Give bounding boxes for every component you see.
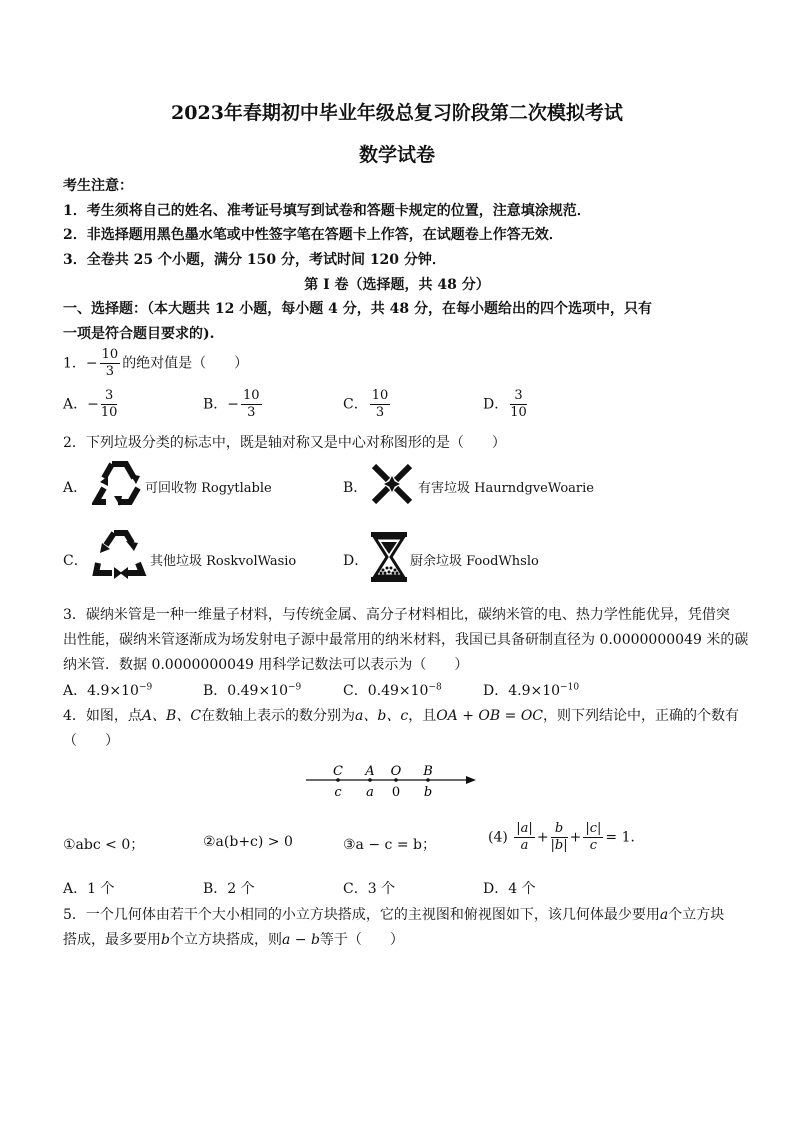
q1-option-c-numerator: 10 <box>371 388 389 403</box>
q2-option-c-caption: 其他垃圾 RoskvolWasio <box>150 554 297 569</box>
q1-option-a-numerator: 3 <box>101 388 118 405</box>
q2-option-b-caption: 有害垃圾 HaurndgveWoarie <box>418 481 594 496</box>
q1-option-c-denominator: 3 <box>375 405 385 420</box>
question-5-line2 <box>63 929 404 949</box>
q1-option-d-denominator: 10 <box>510 405 527 420</box>
q4-points: A、B、C <box>141 708 202 724</box>
page-title: 2023年春期初中毕业年级总复习阶段第二次模拟考试 <box>171 102 623 124</box>
value-label-o: 0 <box>391 785 401 800</box>
notice-heading: 考生注意： <box>63 178 133 194</box>
q1-option-a-denominator: 10 <box>100 405 118 420</box>
q2-option-b-label: B． <box>343 480 368 496</box>
q4-s4-frac3-numerator: |c| <box>585 821 602 836</box>
q4-statement-2: ②a(b+c) > 0 <box>203 834 293 850</box>
q4-s4-frac2-denominator: |b| <box>550 838 568 853</box>
q4-equation: OA + OB = OC <box>436 708 544 724</box>
food-waste-icon <box>369 530 409 584</box>
q3-option-d-exponent: −10 <box>560 682 580 693</box>
question-4-line1 <box>63 705 739 725</box>
value-label-a: a <box>366 785 374 800</box>
q4-values: a、b、c <box>355 708 409 724</box>
section-heading-line1: 一、选择题：（本大题共 12 小题，每小题 4 分，共 48 分，在每小题给出的四个选项中，只有 <box>63 301 652 317</box>
q2-option-c-label: C． <box>63 553 88 569</box>
q1-option-d-numerator: 3 <box>510 388 527 405</box>
q5-var-b: b <box>161 932 170 948</box>
q1-option-c-label: C． <box>343 396 368 413</box>
q3-option-c-base: 0.49×10 <box>367 683 429 699</box>
q4-s4-frac1-denominator: a <box>520 838 529 853</box>
q4-text-e: ，且 <box>408 708 437 724</box>
q1-option-b <box>203 388 264 421</box>
question-3-line2: 出性能，碳纳米管逐渐成为场发射电子源中最常用的纳米材料，我国已具备研制直径为 0.0000000049 米的碳 <box>63 632 749 648</box>
q1-frac-denominator: 3 <box>105 364 115 379</box>
question-5-line1 <box>63 904 724 924</box>
part1-title: 第 I 卷（选择题，共 48 分） <box>304 277 490 293</box>
q4-option-d: D．4 个 <box>483 881 536 897</box>
q4-option-b: B．2 个 <box>203 881 255 897</box>
question-3-line1: 3．碳纳米管是一种一维量子材料，与传统金属、高分子材料相比，碳纳米管的电、热力学性能优异，凭借突 <box>63 607 730 623</box>
notice-item-1: 1．考生须将自己的姓名、准考证号填写到试卷和答题卡规定的位置，注意填涂规范． <box>63 203 591 219</box>
question-4-line2: （ ） <box>63 733 119 749</box>
q1-option-a <box>63 388 119 421</box>
q3-option-a <box>63 680 152 700</box>
q3-option-a-base: 4.9×10 <box>87 683 139 699</box>
other-waste-icon <box>92 527 148 579</box>
value-label-c: c <box>334 785 342 800</box>
q4-text-a: 4．如图，点 <box>63 708 142 724</box>
q4-s4-prefix: (4) <box>488 829 508 846</box>
q1-text: 的绝对值是（ ） <box>122 355 249 372</box>
q4-statement-4: (4) $\frac{|a|}{a}$ + $\frac{b}{|b|}$ + $\frac{|c|}{c}$ = 1． <box>488 821 645 853</box>
notice-item-2: 2．非选择题用黑色墨水笔或中性签字笔在答题卡上作答，在试题卷上作答无效． <box>63 227 563 243</box>
q5-text-2e: 等于（ ） <box>319 932 404 948</box>
q4-option-c: C．3 个 <box>343 881 396 897</box>
q5-text-2c: 个立方块搭成，则 <box>169 932 282 948</box>
q3-option-d-label: D． <box>483 683 509 699</box>
page-subtitle: 数学试卷 <box>358 144 435 166</box>
number-line-diagram <box>300 762 480 802</box>
point-label-c: C <box>333 764 343 779</box>
q1-number: 1．− <box>63 355 98 372</box>
q3-option-c <box>343 680 442 700</box>
question-3-line3: 纳米管．数据 0.0000000049 用科学记数法可以表示为（ ） <box>63 657 469 673</box>
q5-var-a: a <box>659 907 669 923</box>
q1-option-b-numerator: 10 <box>243 388 260 403</box>
q5-text-c: 个立方块 <box>668 907 725 923</box>
q1-fraction <box>100 347 121 380</box>
q3-option-a-label: A． <box>63 683 88 699</box>
question-1 <box>63 347 248 380</box>
q4-s4-frac2-numerator: b <box>551 821 568 838</box>
point-label-a: A <box>365 764 375 779</box>
number-line-arrow <box>466 776 476 784</box>
q1-option-d <box>483 388 529 421</box>
q3-option-b-base: 0.49×10 <box>227 683 289 699</box>
q5-text-2a: 搭成，最多要用 <box>63 932 161 948</box>
q3-option-b-label: B． <box>203 683 228 699</box>
q1-option-b-denominator: 3 <box>247 405 256 420</box>
q2-option-d-label: D． <box>343 553 369 569</box>
point-label-o: O <box>390 764 402 779</box>
q1-option-a-label: A．− <box>63 396 99 413</box>
value-label-b: b <box>423 785 433 800</box>
q5-expression: a − b <box>281 932 320 948</box>
q4-statement-3: ③a − c = b； <box>343 837 436 853</box>
q2-option-a-caption: 可回收物 Rogytlable <box>145 481 272 496</box>
question-2: 2．下列垃圾分类的标志中，既是轴对称又是中心对称图形的是（ ） <box>63 435 506 451</box>
q4-text-g: ，则下列结论中，正确的个数有 <box>543 708 740 724</box>
q4-s4-suffix: = 1． <box>605 829 645 846</box>
q3-option-d-base: 4.9×10 <box>508 683 561 699</box>
q3-option-b <box>203 680 301 700</box>
hazard-icon <box>370 462 414 506</box>
q3-option-c-label: C． <box>343 683 368 699</box>
notice-item-3: 3．全卷共 25 个小题，满分 150 分，考试时间 120 分钟． <box>63 252 446 268</box>
recycle-icon <box>92 458 146 506</box>
q2-option-a-label: A． <box>63 480 88 496</box>
q3-option-b-exponent: −9 <box>288 682 302 693</box>
q3-option-d <box>483 680 579 700</box>
q1-option-b-label: B．− <box>203 396 240 413</box>
point-label-b: B <box>423 764 433 779</box>
q3-option-c-exponent: −8 <box>428 682 442 693</box>
q2-option-d-caption: 厨余垃圾 FoodWhslo <box>410 554 539 569</box>
q4-text-c: 在数轴上表示的数分别为 <box>201 708 356 724</box>
q4-option-a: A．1 个 <box>63 881 115 897</box>
q1-frac-numerator: 10 <box>101 347 119 362</box>
q4-s4-frac1-numerator: |a| <box>516 821 533 836</box>
q4-s4-frac3-denominator: c <box>589 838 598 853</box>
q1-option-d-label: D． <box>483 396 509 413</box>
q4-statement-1: ①abc < 0； <box>63 837 145 853</box>
q3-option-a-exponent: −9 <box>138 682 153 693</box>
section-heading-line2: 一项是符合题目要求的). <box>63 326 215 342</box>
q5-text-a: 5．一个几何体由若干个大小相同的小立方块搭成，它的主视图和俯视图如下，该几何体最少要用 <box>63 907 660 923</box>
q1-option-c <box>343 388 392 421</box>
